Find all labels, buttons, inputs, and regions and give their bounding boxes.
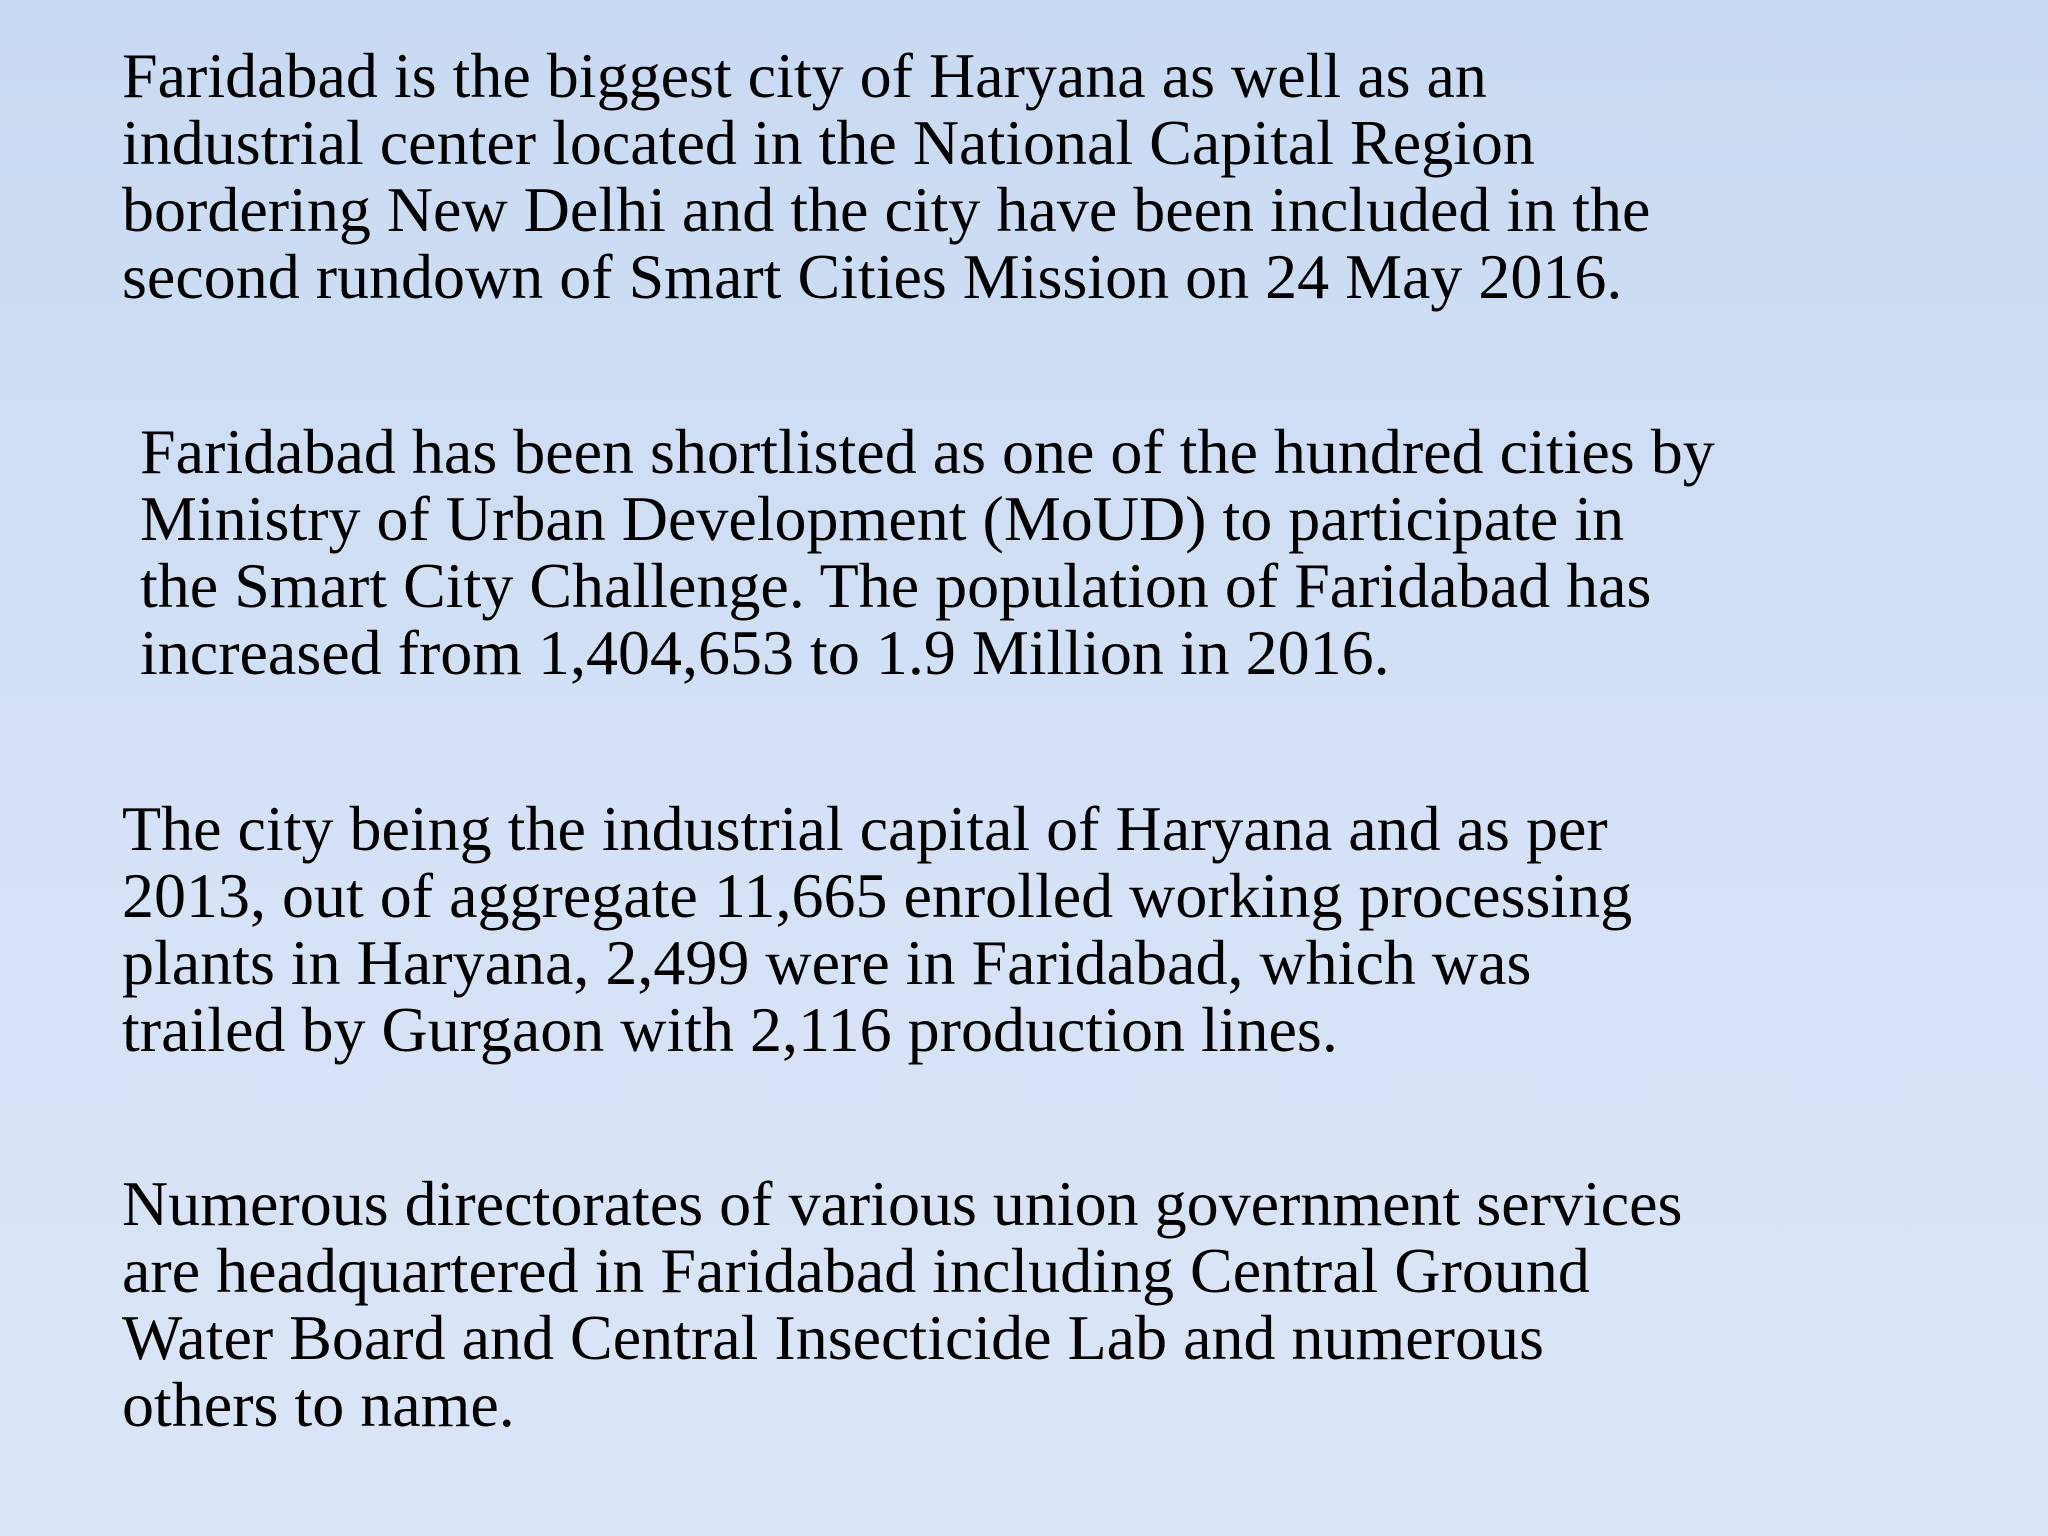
paragraph-city-overview bbox=[122, 42, 2000, 310]
paragraph-line: the Smart City Challenge. The population of Faridabad has bbox=[140, 550, 1652, 621]
paragraph-line: plants in Haryana, 2,499 were in Faridabad, which was bbox=[122, 927, 1532, 998]
paragraph-line: Water Board and Central Insecticide Lab and numerous bbox=[122, 1302, 1544, 1373]
paragraph-line: 2013, out of aggregate 11,665 enrolled working processing bbox=[122, 860, 1633, 931]
paragraph-line: are headquartered in Faridabad including Central Ground bbox=[122, 1235, 1590, 1306]
paragraph-line: Faridabad is the biggest city of Haryana as well as an bbox=[122, 40, 1487, 111]
paragraph-line: increased from 1,404,653 to 1.9 Million in 2016. bbox=[140, 617, 1390, 688]
paragraph-line: second rundown of Smart Cities Mission on 24 May 2016. bbox=[122, 241, 1623, 312]
paragraph-line: The city being the industrial capital of Haryana and as per bbox=[122, 793, 1608, 864]
paragraph-line: others to name. bbox=[122, 1369, 515, 1440]
paragraph-line: industrial center located in the National Capital Region bbox=[122, 107, 1535, 178]
paragraph-line: Faridabad has been shortlisted as one of the hundred cities by bbox=[140, 416, 1715, 487]
paragraph-line: trailed by Gurgaon with 2,116 production lines. bbox=[122, 994, 1338, 1065]
paragraph-line: Numerous directorates of various union government services bbox=[122, 1168, 1683, 1239]
paragraph-industry bbox=[122, 795, 2000, 1063]
paragraph-smart-city bbox=[140, 418, 1982, 686]
paragraph-directorates bbox=[122, 1170, 2000, 1438]
paragraph-line: Ministry of Urban Development (MoUD) to participate in bbox=[140, 483, 1625, 554]
paragraph-line: bordering New Delhi and the city have been included in the bbox=[122, 174, 1651, 245]
